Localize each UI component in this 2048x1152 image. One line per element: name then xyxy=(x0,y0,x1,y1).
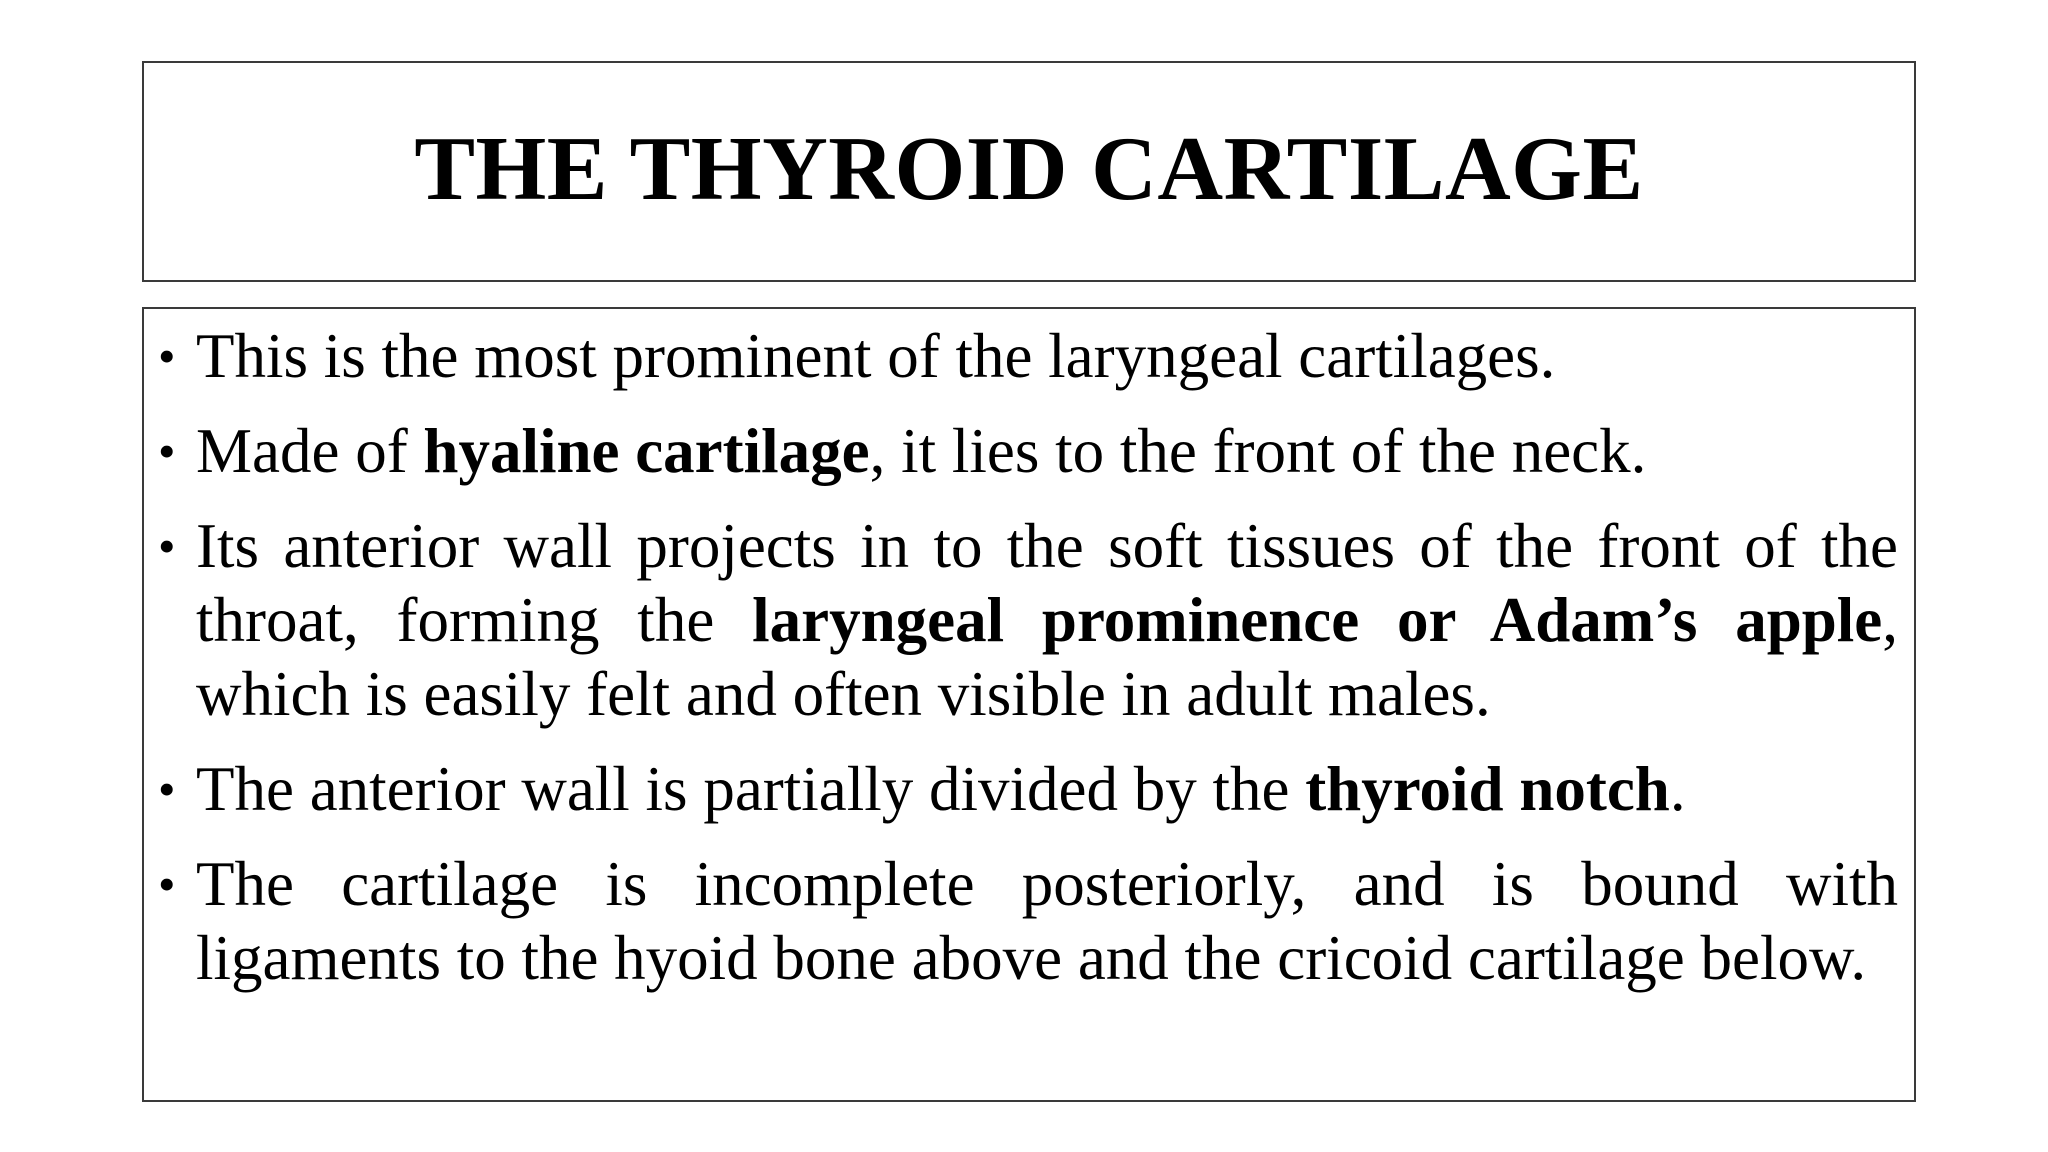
bullet-marker: • xyxy=(158,518,176,574)
bullet-item xyxy=(158,847,1898,995)
bullet-item xyxy=(158,414,1898,488)
slide-title: THE THYROID CARTILAGE xyxy=(414,118,1644,219)
bullet-list xyxy=(158,319,1898,995)
bullet-marker: • xyxy=(158,423,176,479)
bullet-text: , it lies to the front of the neck. xyxy=(869,416,1647,486)
bullet-text: . xyxy=(1669,754,1686,824)
bullet-item xyxy=(158,319,1898,393)
bold-term: hyaline cartilage xyxy=(423,416,870,486)
bold-term: thyroid notch xyxy=(1305,754,1670,824)
bullet-text: , which is easily felt and often visible in adult males. xyxy=(196,585,1898,729)
bullet-marker: • xyxy=(158,856,176,912)
content-box xyxy=(142,307,1916,1102)
bullet-text: This is the most prominent of the laryngeal cartilages. xyxy=(196,321,1556,391)
bullet-text: Its anterior wall projects in to the soft tissues of the front of the throat, forming the xyxy=(196,511,1898,655)
bullet-text: Made of xyxy=(196,416,424,486)
bullet-item xyxy=(158,752,1898,826)
bullet-text: The cartilage is incomplete posteriorly, and is bound with ligaments to the hyoid bone above and the cricoid cartilage below. xyxy=(196,849,1898,993)
bullet-marker: • xyxy=(158,328,176,384)
bullet-item xyxy=(158,509,1898,731)
bold-term: laryngeal prominence or Adam’s apple xyxy=(752,585,1883,655)
title-box xyxy=(142,61,1916,282)
bullet-marker: • xyxy=(158,761,176,817)
bullet-text: The anterior wall is partially divided by the xyxy=(196,754,1306,824)
